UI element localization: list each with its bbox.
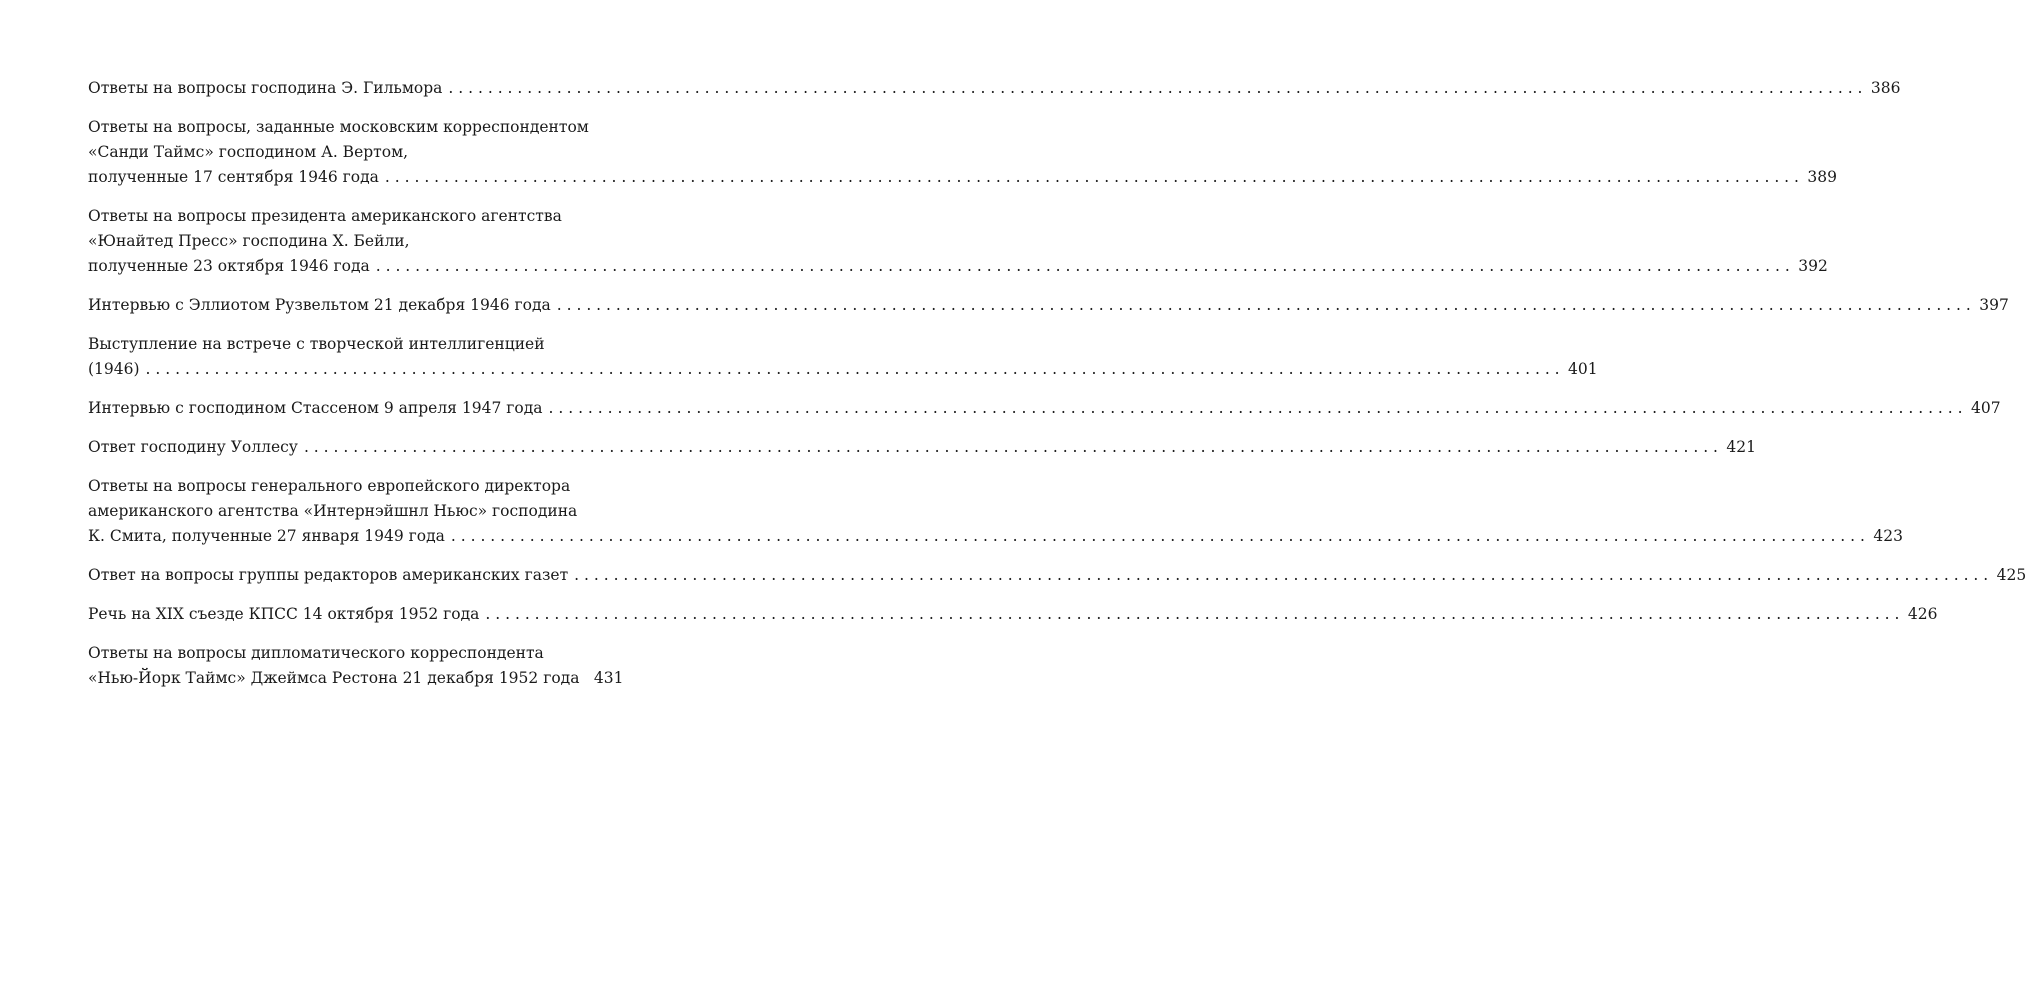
dot-leader <box>146 357 1560 382</box>
toc-entry-final-line <box>88 666 624 691</box>
toc-entry-line: Ответы на вопросы президента американского агентства <box>88 207 562 225</box>
page-number: 397 <box>1979 296 2009 314</box>
toc-entry-line: Ответы на вопросы дипломатического корреспондента <box>88 644 544 662</box>
toc-entry-line: Ответы на вопросы генерального европейского директора <box>88 477 571 495</box>
toc-entry <box>88 474 1903 549</box>
dot-leader <box>557 293 1971 318</box>
page-number: 392 <box>1798 257 1828 275</box>
toc-entry <box>88 563 2026 588</box>
toc-entry <box>88 435 1756 460</box>
toc-entry-title: Речь на XIX съезде КПСС 14 октября 1952 года <box>88 605 480 623</box>
toc-entry <box>88 293 2009 318</box>
toc-entry-title: Ответы на вопросы господина Э. Гильмора <box>88 79 443 97</box>
toc-entry-final-line <box>88 76 1901 101</box>
toc-entry-line: «Санди Таймс» господином А. Вертом, <box>88 143 409 161</box>
toc-entry <box>88 332 1598 382</box>
toc-entry-line: Ответы на вопросы, заданные московским корреспондентом <box>88 118 589 136</box>
toc-entry-title: Ответ на вопросы группы редакторов американских газет <box>88 566 569 584</box>
toc-entry-final-line <box>88 524 1903 549</box>
dot-leader <box>574 563 1988 588</box>
toc-entry-final-line <box>88 254 1828 279</box>
page-number: 386 <box>1870 79 1901 97</box>
dot-leader <box>448 76 1862 101</box>
dot-leader <box>451 524 1865 549</box>
toc-entry-line: «Юнайтед Пресс» господина Х. Бейли, <box>88 232 410 250</box>
page-number: 389 <box>1807 168 1837 186</box>
toc-entry <box>88 76 1901 101</box>
toc-entry-final-line <box>88 602 1938 627</box>
toc-entry <box>88 396 2001 421</box>
toc-entry <box>88 602 1938 627</box>
page-number: 425 <box>1996 566 2026 584</box>
page-number: 407 <box>1970 399 2001 417</box>
dot-leader <box>549 396 1963 421</box>
toc-entry-final-line <box>88 165 1837 190</box>
toc-entry-title: полученные 17 сентября 1946 года <box>88 168 379 186</box>
dot-leader <box>304 435 1718 460</box>
toc-entry-final-line <box>88 396 2001 421</box>
toc-entry-line: американского агентства «Интернэйшнл Ньюс» господина <box>88 502 578 520</box>
toc-entry-title: полученные 23 октября 1946 года <box>88 257 370 275</box>
toc-entry-title: Ответ господину Уоллесу <box>88 438 298 456</box>
toc-entry-title: Интервью с Эллиотом Рузвельтом 21 декабря 1946 года <box>88 296 551 314</box>
page-number: 401 <box>1568 360 1598 378</box>
toc-entry-final-line <box>88 435 1756 460</box>
toc-entry-final-line <box>88 293 2009 318</box>
toc-entry-line: Выступление на встрече с творческой интеллигенцией <box>88 335 545 353</box>
dot-leader <box>376 254 1790 279</box>
page-number: 431 <box>593 669 624 687</box>
toc-entry-final-line <box>88 563 2026 588</box>
page-number: 426 <box>1907 605 1938 623</box>
toc-entry <box>88 204 1828 279</box>
toc-entry-title: (1946) <box>88 360 140 378</box>
toc-entry <box>88 115 1837 190</box>
page-number: 423 <box>1873 527 1903 545</box>
toc-entry-title: «Нью-Йорк Таймс» Джеймса Рестона 21 декабря 1952 года <box>88 669 580 687</box>
table-of-contents <box>88 76 2026 705</box>
toc-entry-final-line <box>88 357 1598 382</box>
page-number: 421 <box>1726 438 1756 456</box>
toc-entry-title: Интервью с господином Стассеном 9 апреля 1947 года <box>88 399 543 417</box>
dot-leader <box>385 165 1799 190</box>
toc-entry-title: К. Смита, полученные 27 января 1949 года <box>88 527 445 545</box>
toc-entry <box>88 641 624 691</box>
dot-leader <box>485 602 1899 627</box>
